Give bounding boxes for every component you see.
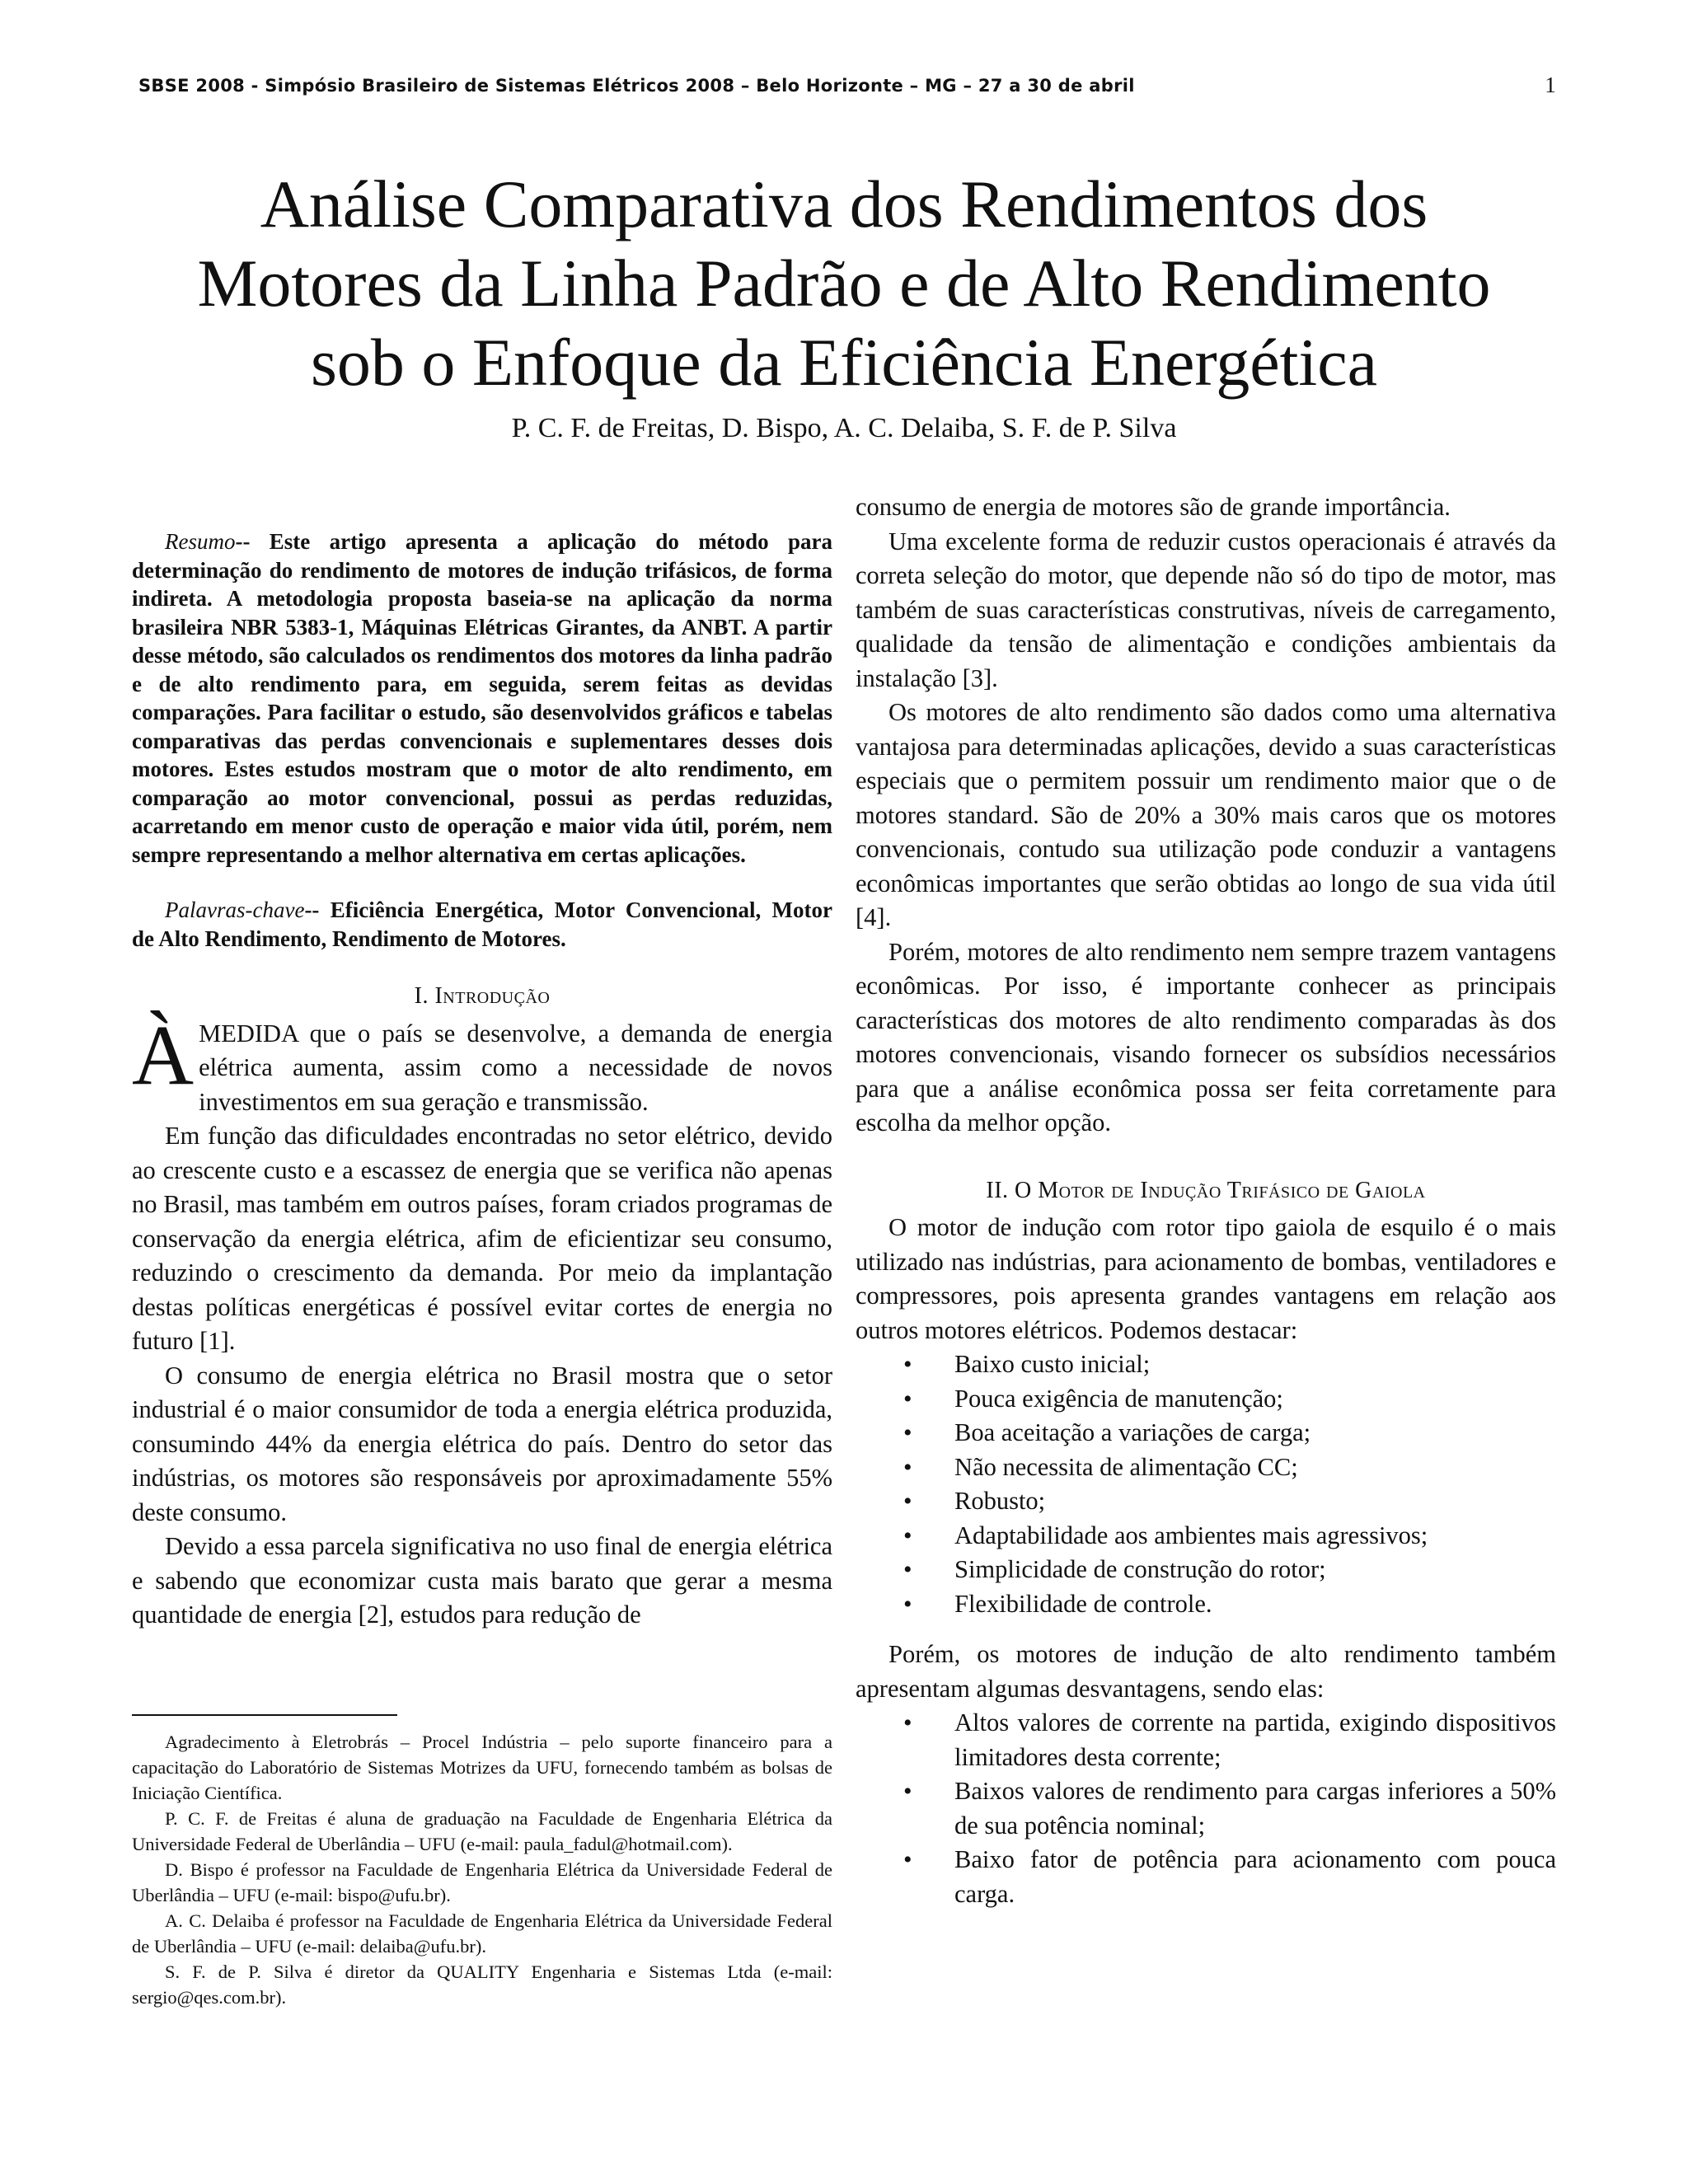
conference-header: SBSE 2008 - Simpósio Brasileiro de Sistemas Elétricos 2008 – Belo Horizonte – MG – 27 a 30 de abril: [138, 76, 1135, 96]
left-column: [132, 527, 832, 1633]
list-item: • Pouca exigência de manutenção;: [954, 1382, 1556, 1417]
list-item: • Não necessita de alimentação CC;: [954, 1451, 1556, 1485]
keywords-text: -- Eficiência Energética, Motor Convencional, Motor de Alto Rendimento, Rendimento de Motores.: [132, 898, 832, 951]
intro-paragraph-3: O consumo de energia elétrica no Brasil mostra que o setor industrial é o maior consumidor de toda a energia elétrica produzida, consumindo 44% da energia elétrica do país. Dentro do setor das indústrias, os motores são responsáveis por aproximadamente 55% deste consumo.: [132, 1361, 832, 1526]
list-item: • Adaptabilidade aos ambientes mais agressivos;: [954, 1519, 1556, 1554]
title-line-1: Análise Comparativa dos Rendimentos dos: [260, 166, 1428, 241]
intro-paragraph-7: Porém, motores de alto rendimento nem sempre trazem vantagens econômicas. Por isso, é importante conhecer as principais características dos motores de alto rendimento comparadas às dos motores convencionais, visando fornecer os subsídios necessários para que a análise econômica possa ser feita corretamente para escolha da melhor opção.: [856, 937, 1556, 1137]
list-item: • Baixo custo inicial;: [954, 1347, 1556, 1382]
keywords: [132, 896, 832, 953]
list-item: • Altos valores de corrente na partida, exigindo dispositivos limitadores desta corrente;: [954, 1706, 1556, 1774]
list-item: • Baixos valores de rendimento para cargas inferiores a 50% de sua potência nominal;: [954, 1774, 1556, 1843]
advantages-list: [856, 1347, 1556, 1621]
paper-title: [132, 165, 1556, 402]
title-line-2: Motores da Linha Padrão e de Alto Rendimento: [197, 246, 1491, 321]
footnote-author-3: A. C. Delaiba é professor na Faculdade de Engenharia Elétrica da Universidade Federal de Uberlândia – UFU (e-mail: delaiba@ufu.br).: [132, 1910, 832, 1957]
abstract: [132, 527, 832, 869]
list-item: • Robusto;: [954, 1484, 1556, 1519]
author-list: P. C. F. de Freitas, D. Bispo, A. C. Delaiba, S. F. de P. Silva: [511, 413, 1177, 443]
running-header: [138, 73, 1556, 105]
section-heading-motor-inducao: II. O Motor de Indução Trifásico de Gaiola: [986, 1177, 1426, 1203]
right-column: [856, 490, 1556, 1911]
list-item: • Simplicidade de construção do rotor;: [954, 1553, 1556, 1587]
footnote-author-4: S. F. de P. Silva é diretor da QUALITY Engenharia e Sistemas Ltda (e-mail: sergio@qes.com.br).: [132, 1961, 832, 2008]
page-number: 1: [1545, 73, 1556, 97]
list-item: • Baixo fator de potência para acionamento com pouca carga.: [954, 1843, 1556, 1911]
disadvantages-list: [856, 1706, 1556, 1911]
intro-paragraph-6: Os motores de alto rendimento são dados como uma alternativa vantajosa para determinadas aplicações, devido a suas características especiais que o permitem possuir um rendimento maior que o de motores standard. São de 20% a 30% mais caros que os motores convencionais, contudo sua utilização pode conduzir a vantagens econômicas importantes que serão obtidas ao longo de sua vida útil [4].: [856, 698, 1556, 931]
footnotes: [132, 1729, 832, 2010]
footnote-author-2: D. Bispo é professor na Faculdade de Engenharia Elétrica da Universidade Federal de Uberlândia – UFU (e-mail: bispo@ufu.br).: [132, 1859, 832, 1905]
abstract-label: Resumo: [165, 529, 236, 554]
list-item: • Boa aceitação a variações de carga;: [954, 1416, 1556, 1451]
motor-paragraph-2: Porém, os motores de indução de alto rendimento também apresentam algumas desvantagens, sendo elas:: [856, 1640, 1556, 1703]
title-line-3: sob o Enfoque da Eficiência Energética: [311, 325, 1377, 400]
intro-paragraph-2: Em função das dificuldades encontradas no setor elétrico, devido ao crescente custo e a escassez de energia que se verifica não apenas no Brasil, mas também em outros países, foram criados programas de conservação da energia elétrica, afim de eficientizar seu consumo, reduzindo o crescimento da demanda. Por meio da implantação destas políticas energéticas é possível evitar cortes de energia no futuro [1].: [132, 1122, 832, 1355]
intro-paragraph-1-text: MEDIDA que o país se desenvolve, a demanda de energia elétrica aumenta, assim como a necessidade de novos investimentos em sua geração e transmissão.: [199, 1019, 832, 1116]
list-item: • Flexibilidade de controle.: [954, 1587, 1556, 1622]
intro-paragraph-1: [132, 1007, 832, 1120]
footnote-author-1: P. C. F. de Freitas é aluna de graduação na Faculdade de Engenharia Elétrica da Universidade Federal de Uberlândia – UFU (e-mail: paula_fadul@hotmail.com).: [132, 1808, 832, 1854]
intro-paragraph-4: Devido a essa parcela significativa no uso final de energia elétrica e sabendo que economizar custa mais barato que gerar a mesma quantidade de energia [2], estudos para redução de: [132, 1532, 832, 1629]
footnote-acknowledgement: Agradecimento à Eletrobrás – Procel Indústria – pelo suporte financeiro para a capacitação do Laboratório de Sistemas Motrizes da UFU, fornecendo também as bolsas de Iniciação Científica.: [132, 1732, 832, 1803]
section-heading-introducao: I. Introdução: [414, 983, 551, 1009]
motor-paragraph-1: O motor de indução com rotor tipo gaiola de esquilo é o mais utilizado nas indústrias, para acionamento de bombas, ventiladores e compressores, pois apresenta grandes vantagens em relação aos outros motores elétricos. Podemos destacar:: [856, 1213, 1556, 1344]
footnote-rule: [132, 1714, 397, 1716]
intro-paragraph-4-continued: consumo de energia de motores são de grande importância.: [856, 493, 1451, 521]
keywords-label: Palavras-chave: [165, 898, 305, 922]
abstract-text: -- Este artigo apresenta a aplicação do método para determinação do rendimento de motores de indução trifásicos, de forma indireta. A metodologia proposta baseia-se na aplicação da norma brasileira NBR 5383-1, Máquinas Elétricas Girantes, da ANBT. A partir desse método, são calculados os rendimentos dos motores da linha padrão e de alto rendimento para, em seguida, serem feitas as devidas comparações. Para facilitar o estudo, são desenvolvidos gráficos e tabelas comparativas das perdas convencionais e suplementares desses dois motores. Estes estudos mostram que o motor de alto rendimento, em comparação ao motor convencional, possui as perdas reduzidas, acarretando em menor custo de operação e maior vida útil, porém, nem sempre representando a melhor alternativa em certas aplicações.: [132, 529, 832, 867]
drop-cap: À: [132, 1007, 195, 1103]
intro-paragraph-5: Uma excelente forma de reduzir custos operacionais é através da correta seleção do motor, que depende não só do tipo de motor, mas também de suas características construtivas, níveis de carregamento, qualidade da tensão de alimentação e condições ambientais da instalação [3].: [856, 527, 1556, 692]
